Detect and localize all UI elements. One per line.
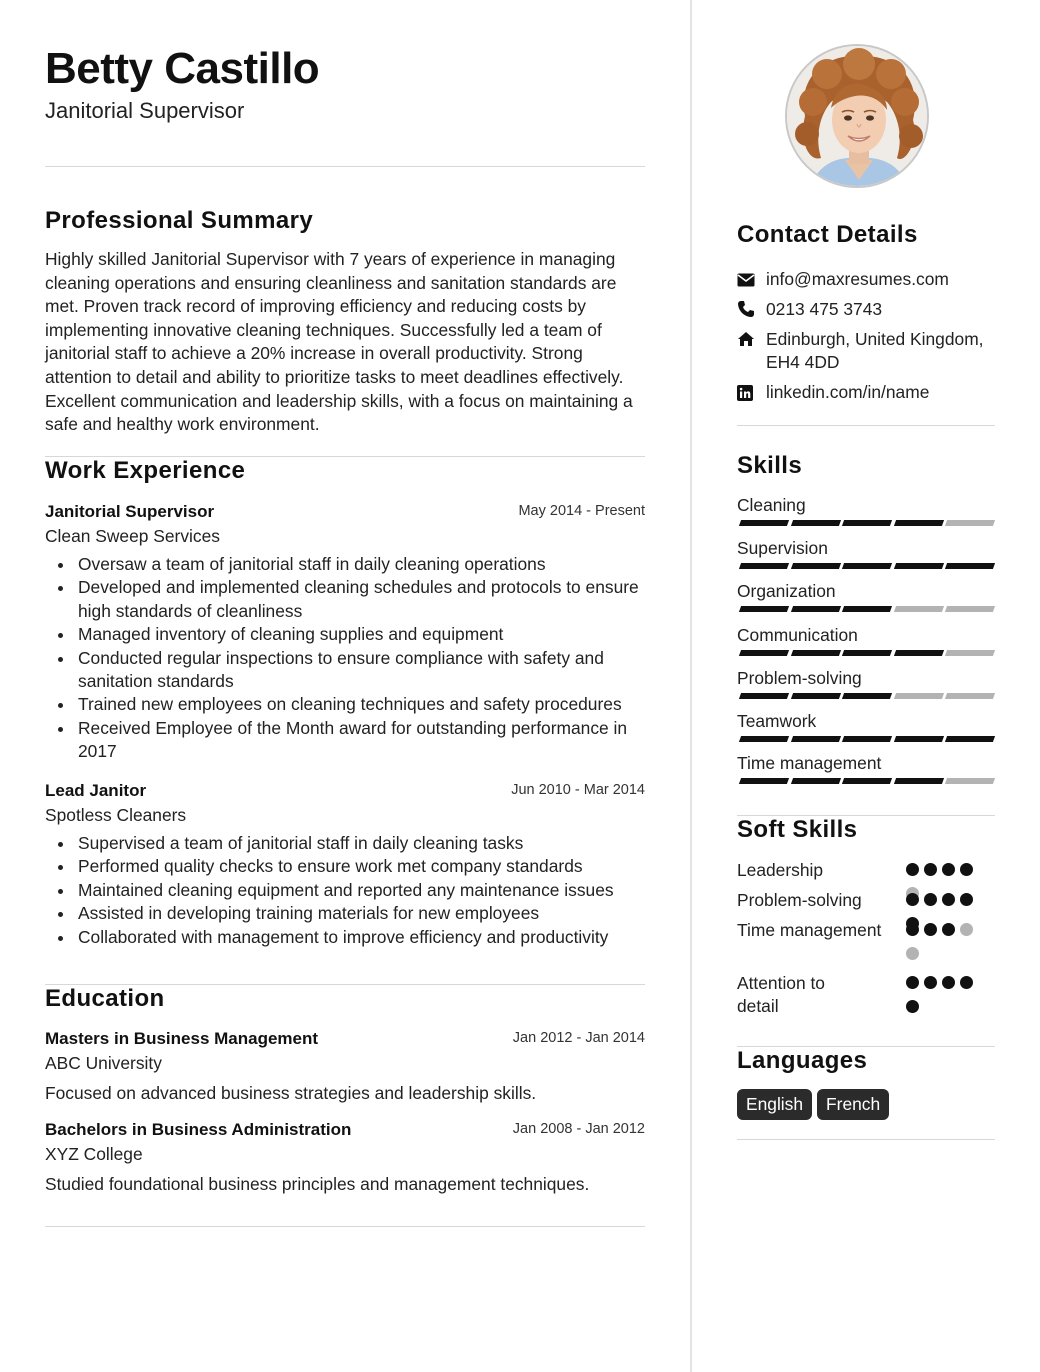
skill-level-segment	[842, 606, 892, 612]
soft-skill-name: Attention to detail	[737, 973, 825, 1016]
rating-dot	[960, 863, 973, 876]
education-heading: Education	[45, 985, 165, 1012]
skill-name: Problem-solving	[737, 668, 862, 688]
skill-level-segment	[945, 650, 995, 656]
education-dates: Jan 2012 - Jan 2014	[512, 1030, 645, 1046]
contact-email[interactable]	[737, 268, 995, 292]
rating-dot	[906, 863, 919, 876]
contact-phone[interactable]	[737, 298, 995, 322]
skill-name: Cleaning	[737, 495, 806, 515]
skill-name: Time management	[737, 753, 882, 773]
rating-dot	[942, 863, 955, 876]
skill-name: Organization	[737, 581, 836, 601]
job-bullet: Performed quality checks to ensure work met company standards	[45, 855, 645, 878]
job-bullet: Received Employee of the Month award for outstanding performance in 2017	[45, 717, 645, 764]
job-company: Clean Sweep Services	[45, 526, 220, 546]
skill-level-bar	[737, 693, 993, 699]
job-bullet: Assisted in developing training materials for new employees	[45, 902, 645, 925]
email-text: info@maxresumes.com	[766, 269, 949, 289]
job-entry	[45, 501, 645, 764]
education-entry	[45, 1028, 645, 1105]
rating-dot	[906, 976, 919, 989]
skill-level-segment	[790, 563, 840, 569]
skill-level-segment	[842, 693, 892, 699]
skill-level-segment	[739, 693, 789, 699]
soft-skill-name: Time management	[737, 920, 882, 940]
soft-skills-heading: Soft Skills	[737, 816, 858, 843]
soft-skill-item	[737, 919, 995, 942]
envelope-icon	[737, 271, 755, 289]
job-entry	[45, 780, 645, 949]
skill-item	[737, 580, 995, 602]
skill-name: Communication	[737, 625, 858, 645]
job-bullet: Trained new employees on cleaning techniques and safety procedures	[45, 693, 645, 716]
job-bullet: Supervised a team of janitorial staff in daily cleaning tasks	[45, 832, 645, 855]
experience-heading: Work Experience	[45, 457, 246, 484]
skill-level-bar	[737, 650, 993, 656]
phone-icon	[737, 300, 755, 318]
skill-level-segment	[842, 650, 892, 656]
education-entry	[45, 1119, 645, 1196]
address-text: Edinburgh, United Kingdom, EH4 4DD	[766, 329, 984, 372]
rating-dot	[942, 923, 955, 936]
job-bullets	[45, 553, 645, 764]
languages-heading: Languages	[737, 1047, 868, 1074]
soft-skill-name: Problem-solving	[737, 890, 862, 910]
job-dates: Jun 2010 - Mar 2014	[511, 782, 645, 798]
job-bullets	[45, 832, 645, 949]
skill-level-segment	[893, 520, 943, 526]
header-divider	[45, 166, 645, 167]
skill-level-segment	[739, 650, 789, 656]
job-bullet: Developed and implemented cleaning schedules and protocols to ensure high standards of cleanliness	[45, 576, 645, 623]
skill-item	[737, 667, 995, 689]
rating-dot	[906, 947, 919, 960]
rating-dot	[942, 976, 955, 989]
rating-dot	[960, 976, 973, 989]
summary-heading: Professional Summary	[45, 207, 314, 234]
job-dates: May 2014 - Present	[518, 503, 645, 519]
skill-level-segment	[842, 563, 892, 569]
phone-text: 0213 475 3743	[766, 299, 883, 319]
skill-level-bar	[737, 736, 993, 742]
skill-level-segment	[893, 778, 943, 784]
education-description: Studied foundational business principles and management techniques.	[45, 1174, 590, 1194]
skill-level-segment	[739, 736, 789, 742]
rating-dot	[960, 893, 973, 906]
portrait-illustration	[787, 46, 929, 188]
column-divider	[690, 0, 692, 1372]
skill-level-segment	[842, 778, 892, 784]
skill-level-segment	[790, 736, 840, 742]
skill-level-segment	[945, 778, 995, 784]
soft-skill-item	[737, 972, 995, 1018]
skill-level-bar	[737, 606, 993, 612]
profile-photo	[785, 44, 929, 188]
languages-divider	[737, 1139, 995, 1140]
rating-dot	[924, 976, 937, 989]
skill-level-segment	[945, 563, 995, 569]
soft-skill-item	[737, 859, 995, 882]
job-bullet: Managed inventory of cleaning supplies and equipment	[45, 623, 645, 646]
skill-level-segment	[893, 606, 943, 612]
rating-dot	[924, 893, 937, 906]
skill-level-segment	[893, 693, 943, 699]
job-company: Spotless Cleaners	[45, 805, 187, 825]
job-title: Lead Janitor	[45, 781, 147, 800]
skill-level-segment	[945, 606, 995, 612]
skill-item	[737, 624, 995, 646]
skill-level-segment	[893, 650, 943, 656]
skill-level-segment	[842, 520, 892, 526]
skill-item	[737, 710, 995, 732]
skill-level-segment	[790, 650, 840, 656]
skill-level-bar	[737, 563, 993, 569]
skill-level-segment	[893, 736, 943, 742]
education-description: Focused on advanced business strategies and leadership skills.	[45, 1083, 537, 1103]
skill-level-segment	[790, 693, 840, 699]
rating-dot	[906, 893, 919, 906]
rating-dot	[906, 923, 919, 936]
skill-level-segment	[790, 606, 840, 612]
skill-level-segment	[739, 520, 789, 526]
language-pill: English	[737, 1089, 812, 1120]
rating-dot	[906, 1000, 919, 1013]
job-bullet: Oversaw a team of janitorial staff in daily cleaning operations	[45, 553, 645, 576]
skill-name: Teamwork	[737, 711, 817, 731]
job-bullet: Collaborated with management to improve efficiency and productivity	[45, 926, 645, 949]
rating-dot	[942, 893, 955, 906]
education-school: ABC University	[45, 1053, 162, 1073]
job-bullet: Maintained cleaning equipment and reported any maintenance issues	[45, 879, 645, 902]
job-bullet: Conducted regular inspections to ensure compliance with safety and sanitation standards	[45, 647, 645, 694]
education-dates: Jan 2008 - Jan 2012	[512, 1121, 645, 1137]
soft-skill-item	[737, 889, 995, 912]
contact-linkedin[interactable]	[737, 381, 995, 405]
rating-dot	[960, 923, 973, 936]
skill-level-segment	[790, 520, 840, 526]
soft-skill-name: Leadership	[737, 860, 824, 880]
skill-level-segment	[945, 693, 995, 699]
contact-divider	[737, 425, 995, 426]
skill-item	[737, 752, 995, 774]
education-degree: Masters in Business Management	[45, 1029, 319, 1048]
candidate-name: Betty Castillo	[45, 44, 320, 93]
skill-level-segment	[945, 520, 995, 526]
summary-text: Highly skilled Janitorial Supervisor with 7 years of experience in managing cleaning operations and ensuring cleanliness and sanitation standards are met. Proven track record of improving efficiency and reducing costs by implementing innovative cleaning techniques. Successfully led a team of janitorial staff to achieve a 20% increase in overall productivity. Strong attention to detail and ability to prioritize tasks to meet deadlines effectively. Excellent communication and leadership skills, with a focus on maintaining a safe and healthy work environment.	[45, 249, 633, 435]
skill-level-segment	[893, 563, 943, 569]
languages-list	[737, 1089, 894, 1120]
skills-heading: Skills	[737, 452, 803, 479]
skill-level-segment	[739, 778, 789, 784]
skill-item	[737, 537, 995, 559]
skill-level-bar	[737, 778, 993, 784]
contact-address	[737, 328, 995, 376]
skill-level-segment	[945, 736, 995, 742]
job-title: Janitorial Supervisor	[45, 502, 215, 521]
footer-divider	[45, 1226, 645, 1227]
education-school: XYZ College	[45, 1144, 143, 1164]
skill-item	[737, 494, 995, 516]
home-icon	[737, 330, 755, 348]
education-degree: Bachelors in Business Administration	[45, 1120, 352, 1139]
linkedin-icon	[737, 384, 755, 402]
skill-level-segment	[842, 736, 892, 742]
linkedin-text: linkedin.com/in/name	[766, 382, 930, 402]
rating-dot	[924, 923, 937, 936]
language-pill: French	[817, 1089, 889, 1120]
skill-name: Supervision	[737, 538, 828, 558]
skill-level-bar	[737, 520, 993, 526]
rating-dot	[924, 863, 937, 876]
skill-level-segment	[790, 778, 840, 784]
skill-level-segment	[739, 606, 789, 612]
candidate-role: Janitorial Supervisor	[45, 98, 245, 123]
contact-heading: Contact Details	[737, 221, 918, 248]
skill-level-segment	[739, 563, 789, 569]
